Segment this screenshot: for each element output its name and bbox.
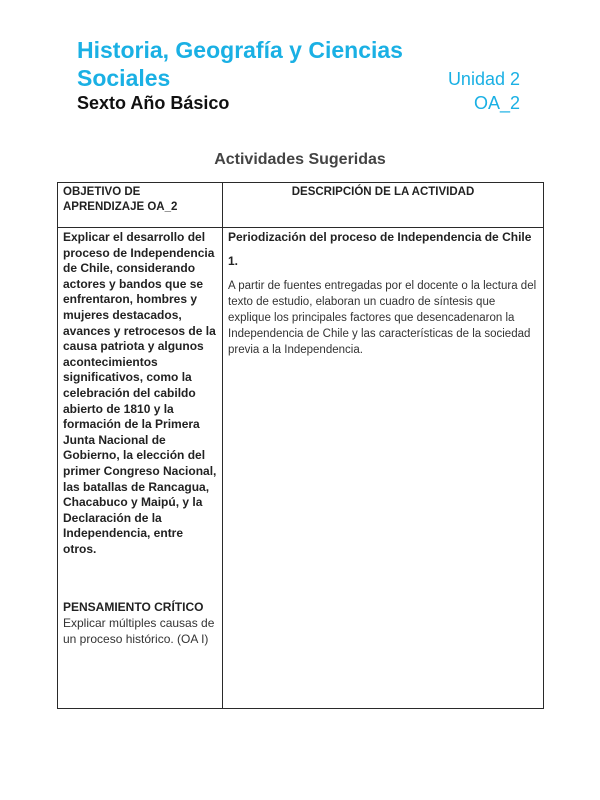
grade-label: Sexto Año Básico	[77, 93, 230, 113]
critical-thinking-heading: PENSAMIENTO CRÍTICO	[63, 600, 204, 615]
section-title: Actividades Sugeridas	[214, 151, 386, 168]
oa-code: OA_2	[473, 93, 520, 113]
table-row	[58, 228, 544, 709]
table-header-row	[58, 183, 544, 228]
activities-table	[57, 182, 544, 709]
subject-title: Historia, Geografía y Ciencias Sociales	[77, 37, 403, 91]
description-cell	[223, 228, 544, 709]
activity-number: 1.	[228, 253, 239, 268]
objective-header: OBJETIVO DE APRENDIZAJE OA_2	[58, 183, 223, 228]
activity-title: Periodización del proceso de Independencia de Chile	[228, 230, 532, 244]
description-header: DESCRIPCIÓN DE LA ACTIVIDAD	[223, 183, 544, 228]
unit-label: Unidad 2	[447, 69, 520, 89]
objective-text: Explicar el desarrollo del proceso de Independencia de Chile, considerando actores y bandos que se enfrentaron, hombres y mujeres destacados, avances y retrocesos de la causa patriota y algunos acontecimientos significativos, como la celebración del cabildo abierto de 1810 y la formación de la Primera Junta Nacional de Gobierno, la elección del primer Congreso Nacional, las batallas de Rancagua, Chacabuco y Maipú, y la Declaración de la Independencia, entre otros.	[63, 230, 217, 556]
critical-thinking-text: Explicar múltiples causas de un proceso histórico. (OA I)	[63, 616, 215, 646]
objective-cell	[58, 228, 223, 709]
activity-text: A partir de fuentes entregadas por el docente o la lectura del texto de estudio, elaboran un cuadro de síntesis que explique los principales factores que desencadenaron la Independencia de Chile y las características de la sociedad previa a la Independencia.	[228, 280, 537, 357]
